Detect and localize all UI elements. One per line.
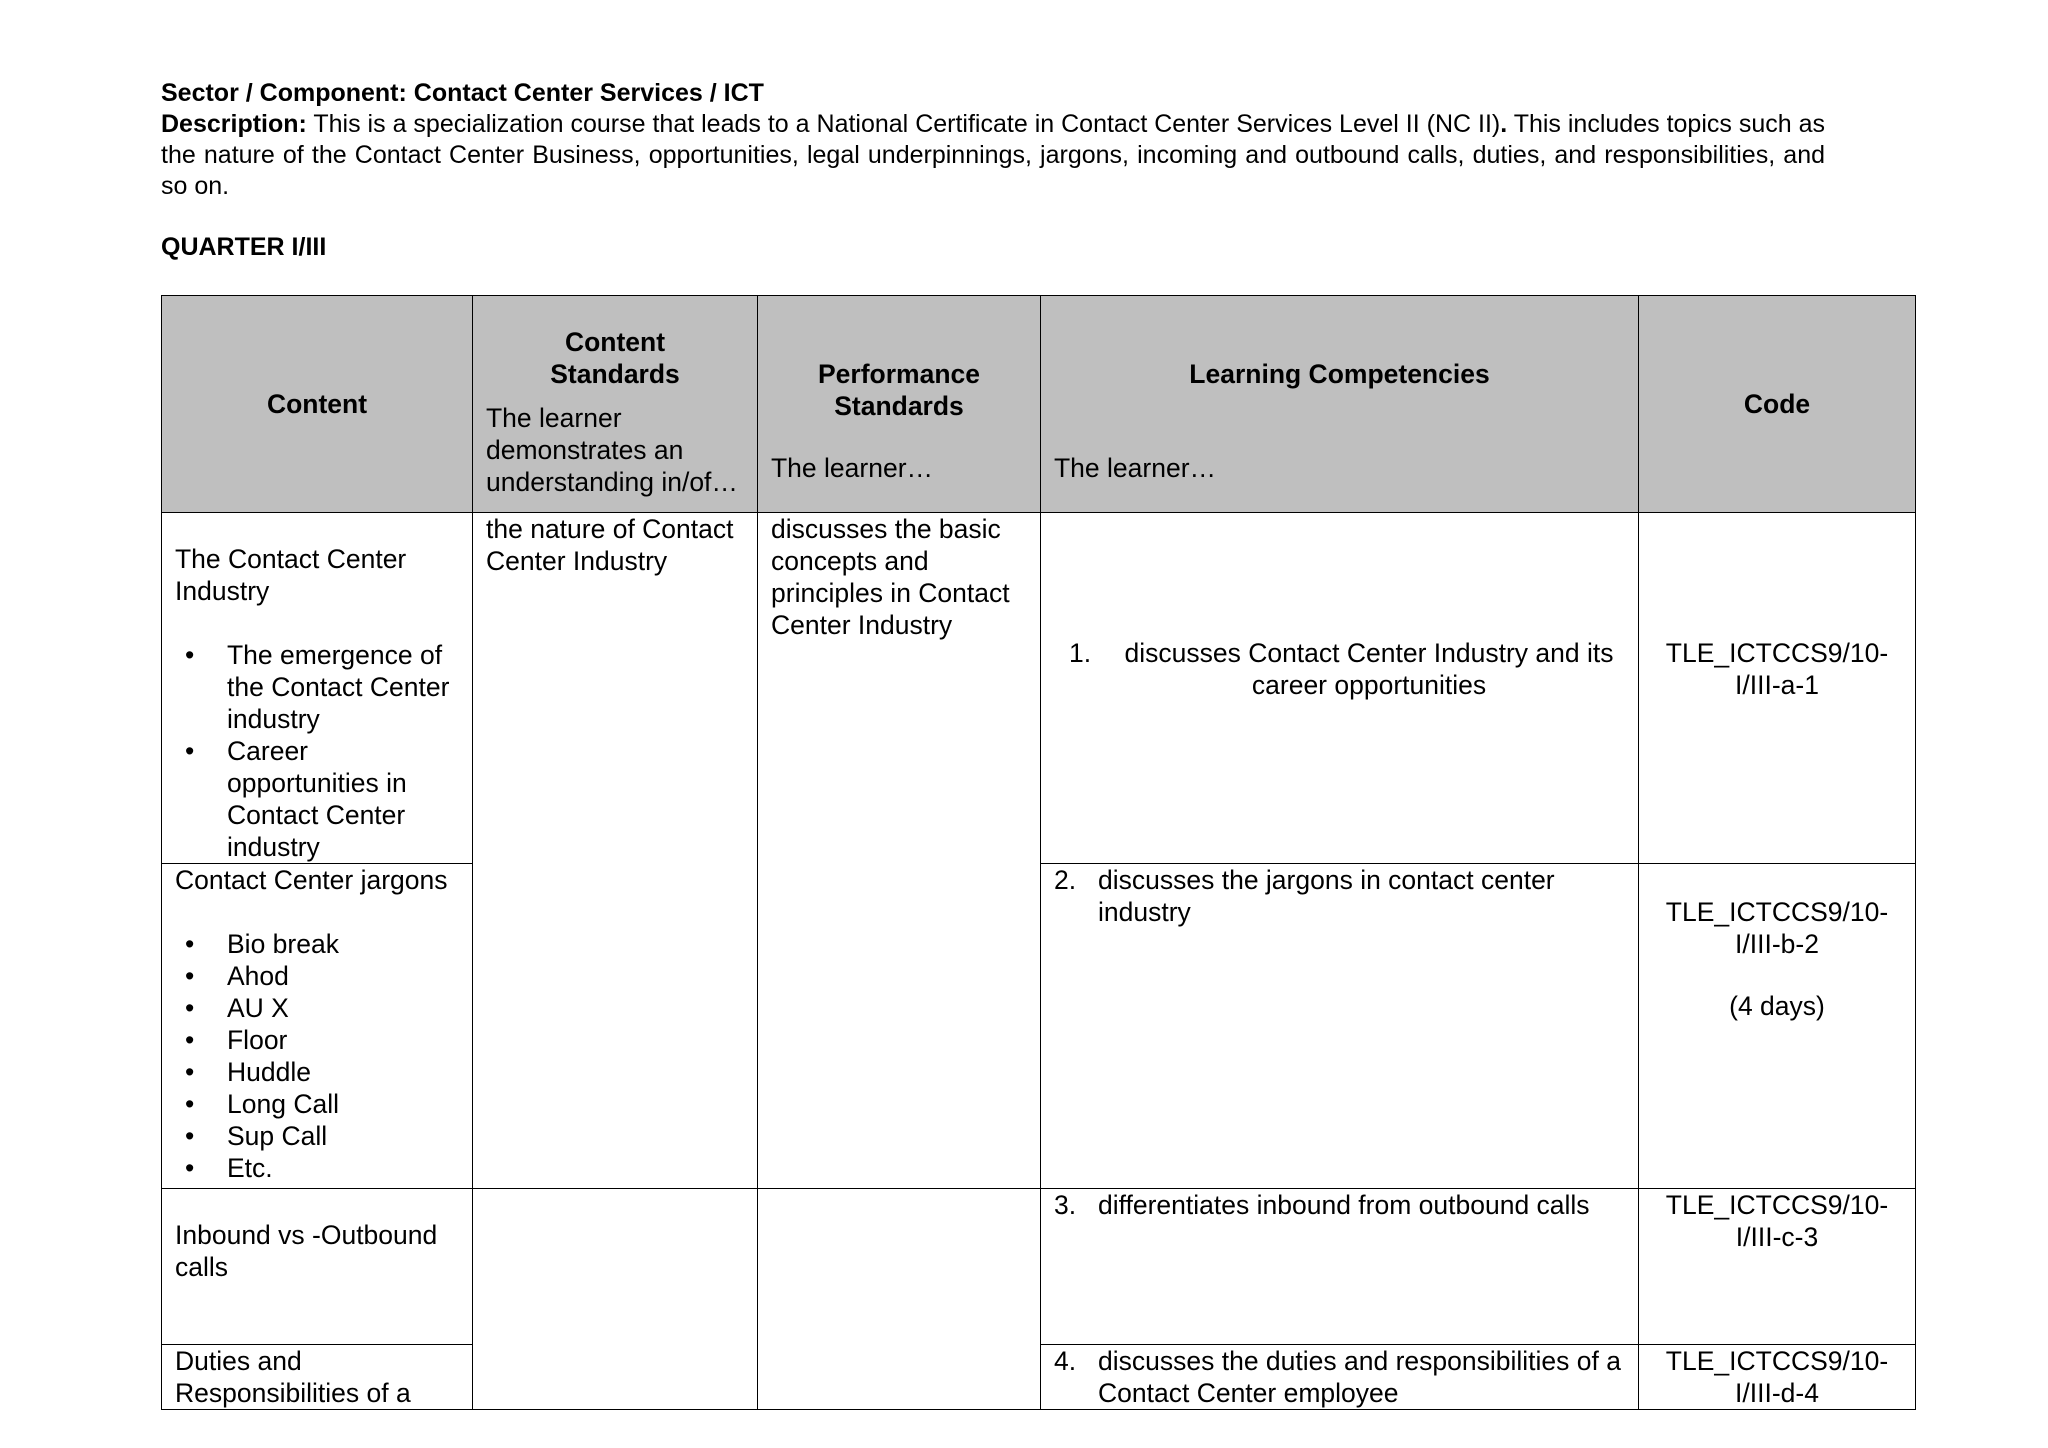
list-item: • Ahod [175, 960, 459, 992]
description-period: . [1500, 110, 1508, 138]
competency-cell [1041, 864, 1639, 1189]
competency-cell [1041, 513, 1639, 864]
header-performance-standards-title: Performance Standards [817, 359, 980, 421]
content-bullets [175, 928, 459, 1184]
content-title: The Contact Center Industry [175, 544, 407, 606]
list-item: • Long Call [175, 1088, 459, 1120]
competency-number: 1. [1069, 638, 1092, 668]
list-item: • AU X [175, 992, 459, 1024]
header-learning-competencies [1041, 296, 1639, 513]
list-item: • Floor [175, 1024, 459, 1056]
code-cell: TLE_ICTCCS9/10-I/III-a-1 [1639, 513, 1916, 864]
list-item: • The emergence of the Contact Center industry [175, 639, 459, 735]
competency-cell [1041, 1345, 1639, 1410]
competency-text: discusses the jargons in contact center industry [1098, 865, 1555, 927]
header-content-standards [473, 296, 758, 513]
content-cell [162, 513, 473, 864]
header-content [162, 296, 473, 513]
content-cell [162, 1189, 473, 1345]
curriculum-table [161, 295, 1916, 1410]
competency-item [1054, 1345, 1625, 1409]
sector-line: Sector / Component: Contact Center Services / ICT [161, 79, 764, 107]
competency-number: 4. [1054, 1346, 1077, 1376]
competency-item [1054, 864, 1625, 928]
description-part1: This is a specialization course that leads to a National Certificate in Contact Center Services Level II (NC II) [306, 110, 1501, 138]
header-content-title: Content [266, 389, 368, 419]
header-code [1639, 296, 1916, 513]
performance-standard-cell: discusses the basic concepts and principles in Contact Center Industry [758, 513, 1041, 1189]
content-standard-cell: the nature of Contact Center Industry [473, 513, 758, 1189]
list-item: • Bio break [175, 928, 459, 960]
header-performance-standards-sub: The learner… [771, 453, 934, 483]
competency-number: 3. [1054, 1190, 1077, 1220]
code-text: TLE_ICTCCS9/10-I/III-b-2 [1665, 897, 1889, 959]
code-cell: TLE_ICTCCS9/10-I/III-d-4 [1639, 1345, 1916, 1410]
document-header [161, 78, 1825, 202]
header-code-title: Code [1743, 389, 1811, 419]
competency-text: discusses Contact Center Industry and its career opportunities [1124, 638, 1614, 700]
code-cell: TLE_ICTCCS9/10-I/III-c-3 [1639, 1189, 1916, 1345]
content-standard-cell-empty [473, 1189, 758, 1410]
content-bullets [175, 639, 459, 863]
competency-cell [1041, 1189, 1639, 1345]
performance-standard-cell-empty [758, 1189, 1041, 1410]
quarter-heading: QUARTER I/III [161, 233, 327, 261]
header-learning-competencies-sub: The learner… [1054, 453, 1217, 483]
competency-text: differentiates inbound from outbound calls [1098, 1190, 1590, 1220]
code-cell [1639, 864, 1916, 1189]
table-row [162, 513, 1916, 864]
table-row [162, 1189, 1916, 1345]
header-row [162, 296, 1916, 513]
header-performance-standards [758, 296, 1041, 513]
competency-number: 2. [1054, 865, 1077, 895]
list-item: • Career opportunities in Contact Center industry [175, 735, 459, 863]
header-content-standards-sub: The learner demonstrates an understanding in/of… [486, 403, 738, 497]
competency-text: discusses the duties and responsibilities of a Contact Center employee [1098, 1346, 1621, 1408]
duration-text: (4 days) [1729, 991, 1825, 1021]
competency-item [1054, 1189, 1625, 1221]
description [161, 109, 1825, 202]
content-title: Contact Center jargons [175, 865, 448, 895]
list-item: • Huddle [175, 1056, 459, 1088]
header-learning-competencies-title: Learning Competencies [1189, 359, 1490, 389]
header-content-standards-title: Content Standards [550, 327, 680, 389]
description-label: Description: [161, 110, 307, 138]
competency-item [1054, 637, 1625, 701]
content-title: Inbound vs -Outbound calls [175, 1220, 438, 1282]
content-cell [162, 864, 473, 1189]
description-part2: This includes topics such as the nature of the Contact Center Business, opportunities, legal underpinnings, jargons, incoming and outbound calls, duties, and responsibilities, and so on. [161, 110, 1825, 200]
list-item: • Etc. [175, 1152, 459, 1184]
list-item: • Sup Call [175, 1120, 459, 1152]
content-cell: Duties and Responsibilities of a [162, 1345, 473, 1410]
